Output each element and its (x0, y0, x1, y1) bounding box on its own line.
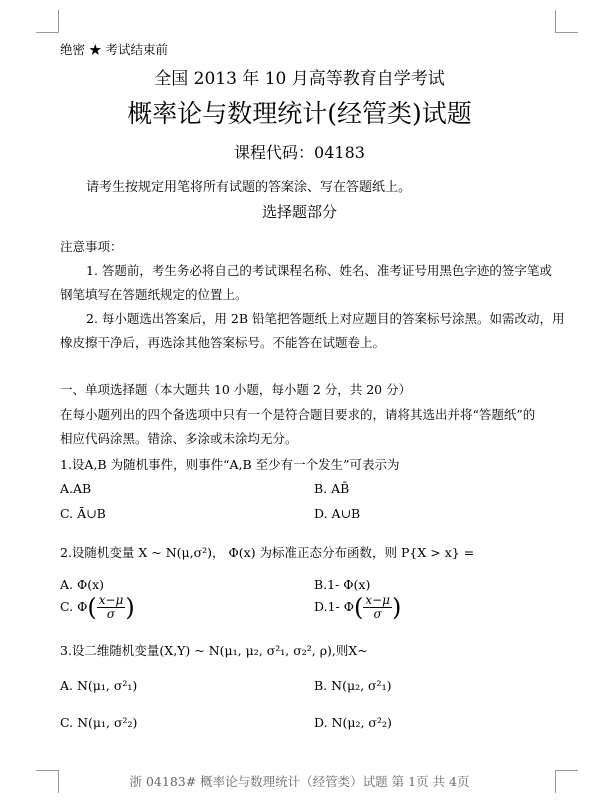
section-heading: 选择题部分 (261, 203, 337, 221)
question-2-option-d (314, 594, 401, 621)
fraction-denominator: σ (373, 607, 382, 621)
fraction (363, 594, 392, 621)
fraction-numerator: x−μ (98, 593, 124, 607)
question-2-option-b: B.1- Φ(x) (314, 577, 371, 592)
question-1-option-d: D. A∪B (314, 506, 361, 521)
page-title: 概率论与数理统计(经管类)试题 (127, 99, 472, 128)
attention-item-2-line2: 橡皮擦干净后，再选涂其他答案标号。不能答在试题卷上。 (60, 335, 386, 350)
attention-item-1-line2: 钢笔填写在答题纸规定的位置上。 (60, 287, 248, 302)
question-2-option-c (60, 594, 135, 621)
part1-desc-line2: 相应代码涂黑。错涂、多涂或未涂均无分。 (60, 431, 298, 446)
question-3-stem: 3.设二维随机变量(X,Y) ~ N(μ₁, μ₂, σ²₁, σ₂², ρ),则X~ (60, 643, 368, 658)
question-3-option-d: D. N(μ₂, σ²₂) (314, 715, 392, 730)
question-1-option-b: B. AB̄ (314, 481, 350, 496)
fraction-numerator: x−μ (365, 593, 390, 607)
fraction-denominator: σ (106, 607, 116, 621)
question-3-option-c: C. N(μ₁, σ²₂) (60, 715, 138, 730)
attention-label: 注意事项： (60, 239, 123, 254)
attention-item-2-line1: 2. 每小题选出答案后，用 2B 铅笔把答题纸上对应题目的答案标号涂黑。如需改动，用 (86, 311, 565, 326)
fraction (97, 594, 126, 621)
paren-left: ( (353, 593, 364, 622)
crop-mark-top-left (36, 10, 59, 33)
paren-right: ) (125, 593, 135, 622)
answer-notice: 请考生按规定用笔将所有试题的答案涂、写在答题纸上。 (86, 180, 412, 195)
exam-name: 全国 2013 年 10 月高等教育自学考试 (154, 69, 445, 89)
question-1-option-c: C. Ā∪B (60, 506, 106, 521)
part1-heading: 一、单项选择题（本大题共 10 小题，每小题 2 分，共 20 分） (60, 382, 412, 397)
question-2-option-a: A. Φ(x) (60, 577, 105, 592)
course-code: 课程代码：04183 (234, 143, 365, 162)
question-1-option-a: A.AB (60, 481, 92, 496)
paren-left: ( (87, 593, 97, 622)
paren-right: ) (391, 593, 402, 622)
question-2-option-d-prefix: D.1- Φ (314, 599, 354, 614)
part1-desc-line1: 在每小题列出的四个备选项中只有一个是符合题目要求的，请将其选出并将“答题纸”的 (60, 407, 536, 422)
question-3-option-b: B. N(μ₂, σ²₁) (314, 678, 392, 693)
question-3-option-a: A. N(μ₁, σ²₁) (60, 678, 138, 693)
attention-item-1-line1: 1. 答题前，考生务必将自己的考试课程名称、姓名、准考证号用黑色字迹的签字笔或 (86, 263, 552, 278)
page-footer: 浙 04183# 概率论与数理统计（经管类）试题 第 1页 共 4页 (129, 774, 470, 789)
question-1-stem: 1.设A,B 为随机事件，则事件“A,B 至少有一个发生”可表示为 (60, 457, 400, 472)
crop-mark-top-right (555, 10, 578, 33)
question-2-option-c-prefix: C. Φ (60, 599, 88, 614)
question-2-stem: 2.设随机变量 X ~ N(μ,σ²)， Φ(x) 为标准正态分布函数，则 P{X > x} = (60, 545, 475, 560)
secret-label: 绝密 ★ 考试结束前 (60, 42, 168, 57)
